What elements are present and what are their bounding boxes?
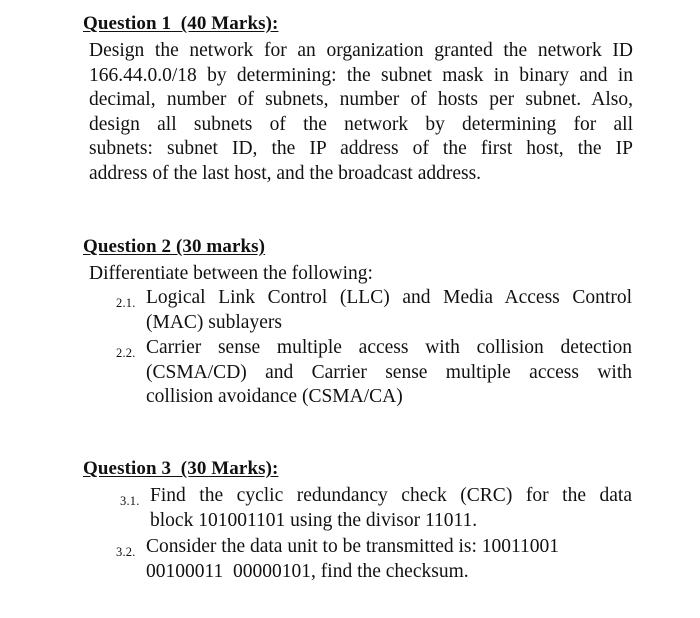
item-text [146,336,632,410]
question-3-heading: Question 3 (30 Marks): [83,458,279,479]
item-text [146,286,632,335]
item-number: 2.1. [116,296,136,310]
question-2-item-2 [116,336,636,412]
item-line: Find the cyclic redundancy check (CRC) for the data [150,485,632,506]
item-text [146,535,632,584]
item-line: (MAC) sublayers [146,311,282,333]
question-3-item-1 [120,484,640,534]
item-line: block 101001101 using the divisor 11011. [150,509,478,531]
item-number: 3.1. [120,494,140,508]
question-2-intro-text: Differentiate between the following: [89,263,373,284]
question-1-line: Design the network for an organization granted the network ID [89,40,633,61]
question-2-intro [89,262,373,287]
question-1-heading: Question 1 (40 Marks): [83,13,279,34]
item-line: Logical Link Control (LLC) and Media Access Control [146,287,632,308]
item-number: 2.2. [116,346,136,360]
question-1-body [89,39,633,187]
question-1-line: design all subnets of the network by determining for all [89,113,633,135]
question-2-heading: Question 2 (30 marks) [83,236,266,257]
item-number: 3.2. [116,545,136,559]
item-line: 00100011 00000101, find the checksum. [146,560,469,582]
item-line: Carrier sense multiple access with collision detection [146,337,632,358]
question-1-line: subnets: subnet ID, the IP address of the first host, the IP [89,138,633,160]
item-line: Consider the data unit to be transmitted is: 10011001 [146,536,560,557]
question-1-line: address of the last host, and the broadcast address. [89,162,482,184]
item-text [150,484,632,533]
question-3-item-2 [116,535,636,585]
question-2-item-1 [116,286,636,336]
question-1-line: 166.44.0.0/18 by determining: the subnet mask in binary and in [89,64,633,86]
item-line: collision avoidance (CSMA/CA) [146,386,403,408]
question-1-line: decimal, number of subnets, number of hosts per subnet. Also, [89,89,633,111]
item-line: (CSMA/CD) and Carrier sense multiple access with [146,361,632,383]
